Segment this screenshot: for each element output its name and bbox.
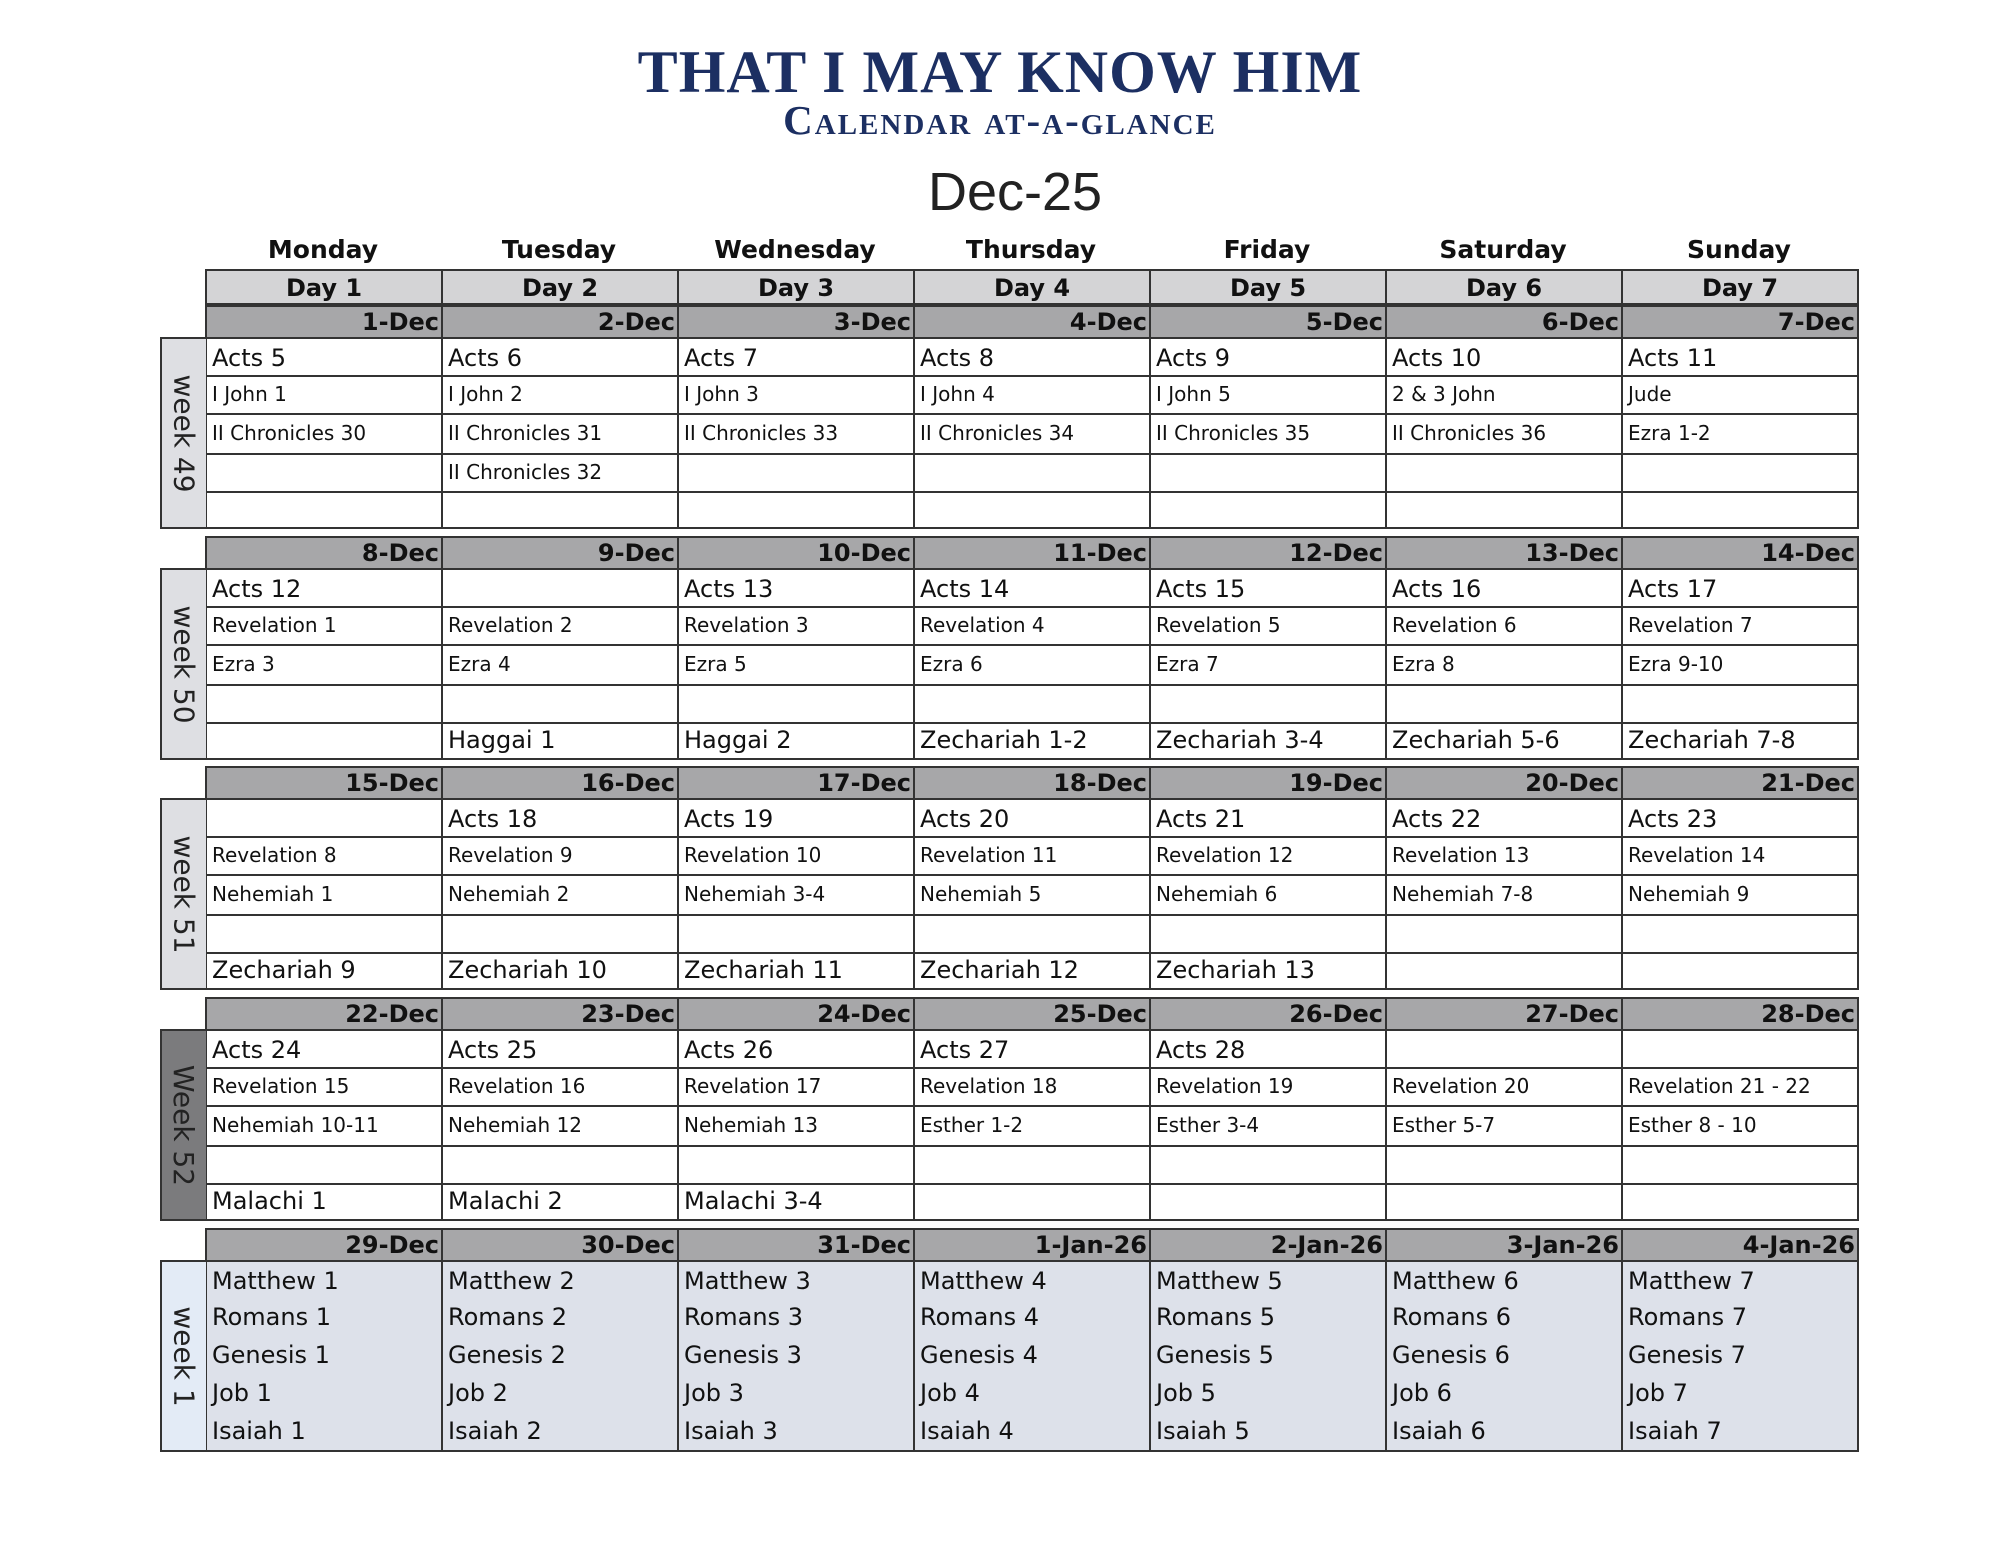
day-name-friday: Friday (1223, 235, 1311, 264)
reading-cell (441, 568, 679, 608)
reading-cell: Matthew 7 (1621, 1260, 1859, 1300)
reading-cell: Job 3 (677, 1374, 915, 1414)
reading-cell (677, 1145, 915, 1185)
week-label-text: week 51 (167, 834, 201, 954)
week-label (160, 1029, 206, 1221)
reading-cell: Zechariah 5-6 (1385, 722, 1623, 760)
reading-cell: Revelation 8 (205, 836, 443, 876)
reading-cell: Acts 19 (677, 798, 915, 838)
date-cell: 13-Dec (1385, 536, 1623, 568)
date-cell: 9-Dec (441, 536, 679, 568)
reading-cell: Matthew 5 (1149, 1260, 1387, 1300)
date-cell: 10-Dec (677, 536, 915, 568)
reading-cell: Revelation 12 (1149, 836, 1387, 876)
date-cell: 17-Dec (677, 766, 915, 798)
reading-cell (441, 684, 679, 724)
reading-cell: Revelation 1 (205, 606, 443, 646)
reading-cell: Romans 1 (205, 1298, 443, 1338)
reading-cell: Acts 21 (1149, 798, 1387, 838)
reading-cell (1385, 453, 1623, 493)
day-number-header: Day 3 (677, 269, 915, 305)
reading-cell: Genesis 3 (677, 1336, 915, 1376)
page-title: THAT I MAY KNOW HIM (637, 39, 1363, 105)
reading-cell: Revelation 16 (441, 1067, 679, 1107)
day-name-thursday: Thursday (965, 235, 1097, 264)
reading-cell (1149, 453, 1387, 493)
reading-cell: Acts 23 (1621, 798, 1859, 838)
reading-cell: Revelation 3 (677, 606, 915, 646)
reading-cell: Genesis 4 (913, 1336, 1151, 1376)
reading-cell (205, 722, 443, 760)
date-cell: 2-Jan-26 (1149, 1228, 1387, 1260)
reading-cell: Romans 2 (441, 1298, 679, 1338)
reading-cell: Zechariah 3-4 (1149, 722, 1387, 760)
reading-cell: Jude (1621, 375, 1859, 415)
reading-cell: Nehemiah 12 (441, 1105, 679, 1147)
reading-cell: Zechariah 7-8 (1621, 722, 1859, 760)
reading-cell (677, 453, 915, 493)
date-cell: 14-Dec (1621, 536, 1859, 568)
date-cell: 24-Dec (677, 997, 915, 1029)
reading-cell: Esther 5-7 (1385, 1105, 1623, 1147)
date-cell: 6-Dec (1385, 305, 1623, 337)
reading-cell: Revelation 14 (1621, 836, 1859, 876)
reading-cell (1385, 1029, 1623, 1069)
reading-cell: Matthew 6 (1385, 1260, 1623, 1300)
reading-cell: Acts 27 (913, 1029, 1151, 1069)
date-cell: 5-Dec (1149, 305, 1387, 337)
reading-cell: I John 2 (441, 375, 679, 415)
reading-cell: Ezra 8 (1385, 644, 1623, 686)
reading-cell (1621, 491, 1859, 529)
reading-cell: Acts 13 (677, 568, 915, 608)
reading-cell: Malachi 1 (205, 1183, 443, 1221)
reading-cell: Zechariah 9 (205, 952, 443, 990)
reading-cell: Romans 4 (913, 1298, 1151, 1338)
reading-cell: Isaiah 3 (677, 1412, 915, 1452)
day-number-header: Day 4 (913, 269, 1151, 305)
date-cell: 23-Dec (441, 997, 679, 1029)
reading-cell: Ezra 9-10 (1621, 644, 1859, 686)
week-label (160, 798, 206, 990)
reading-cell (1149, 914, 1387, 954)
reading-cell (441, 1145, 679, 1185)
date-cell: 11-Dec (913, 536, 1151, 568)
reading-cell: Isaiah 7 (1621, 1412, 1859, 1452)
month-heading: Dec-25 (927, 162, 1103, 222)
reading-cell: Acts 12 (205, 568, 443, 608)
week-label (160, 337, 206, 529)
reading-cell: Ezra 1-2 (1621, 413, 1859, 455)
date-cell: 29-Dec (205, 1228, 443, 1260)
reading-cell: Revelation 4 (913, 606, 1151, 646)
reading-cell: Acts 6 (441, 337, 679, 377)
reading-cell: Nehemiah 9 (1621, 874, 1859, 916)
reading-cell: Acts 16 (1385, 568, 1623, 608)
date-cell: 21-Dec (1621, 766, 1859, 798)
reading-cell: Romans 7 (1621, 1298, 1859, 1338)
reading-cell: Zechariah 12 (913, 952, 1151, 990)
reading-cell: Acts 18 (441, 798, 679, 838)
reading-cell: Matthew 1 (205, 1260, 443, 1300)
date-cell: 12-Dec (1149, 536, 1387, 568)
reading-cell: Isaiah 1 (205, 1412, 443, 1452)
date-cell: 25-Dec (913, 997, 1151, 1029)
reading-cell: Isaiah 5 (1149, 1412, 1387, 1452)
date-cell: 8-Dec (205, 536, 443, 568)
day-number-header: Day 6 (1385, 269, 1623, 305)
reading-cell: Job 2 (441, 1374, 679, 1414)
reading-cell: Genesis 7 (1621, 1336, 1859, 1376)
reading-cell: Job 1 (205, 1374, 443, 1414)
reading-cell: Matthew 2 (441, 1260, 679, 1300)
reading-cell (1385, 491, 1623, 529)
reading-cell: Nehemiah 10-11 (205, 1105, 443, 1147)
reading-cell: Genesis 6 (1385, 1336, 1623, 1376)
reading-cell: Acts 26 (677, 1029, 915, 1069)
reading-cell: Isaiah 2 (441, 1412, 679, 1452)
reading-cell: Zechariah 11 (677, 952, 915, 990)
reading-cell: 2 & 3 John (1385, 375, 1623, 415)
date-cell: 4-Dec (913, 305, 1151, 337)
page-subtitle: Calendar at-a-glance (783, 97, 1217, 143)
day-name-tuesday: Tuesday (501, 235, 617, 264)
reading-cell: II Chronicles 30 (205, 413, 443, 455)
reading-cell: Ezra 6 (913, 644, 1151, 686)
reading-cell (1621, 1029, 1859, 1069)
date-cell: 1-Dec (205, 305, 443, 337)
reading-cell: Zechariah 1-2 (913, 722, 1151, 760)
reading-cell: Acts 10 (1385, 337, 1623, 377)
reading-cell: Esther 1-2 (913, 1105, 1151, 1147)
reading-cell: Ezra 4 (441, 644, 679, 686)
reading-cell: II Chronicles 34 (913, 413, 1151, 455)
date-cell: 26-Dec (1149, 997, 1387, 1029)
reading-cell: II Chronicles 31 (441, 413, 679, 455)
date-cell: 30-Dec (441, 1228, 679, 1260)
reading-cell (913, 1145, 1151, 1185)
reading-cell: Revelation 10 (677, 836, 915, 876)
reading-cell: Job 4 (913, 1374, 1151, 1414)
date-cell: 1-Jan-26 (913, 1228, 1151, 1260)
reading-cell: Esther 8 - 10 (1621, 1105, 1859, 1147)
reading-cell (1621, 453, 1859, 493)
reading-cell: Acts 20 (913, 798, 1151, 838)
reading-cell (677, 914, 915, 954)
reading-cell: Job 6 (1385, 1374, 1623, 1414)
reading-cell: Revelation 7 (1621, 606, 1859, 646)
date-cell: 22-Dec (205, 997, 443, 1029)
reading-cell: Matthew 4 (913, 1260, 1151, 1300)
reading-cell: Ezra 3 (205, 644, 443, 686)
week-label-text: week 49 (167, 373, 201, 493)
reading-cell: Nehemiah 7-8 (1385, 874, 1623, 916)
reading-cell: Genesis 2 (441, 1336, 679, 1376)
reading-cell (205, 798, 443, 838)
reading-cell (1149, 1145, 1387, 1185)
day-number-header: Day 5 (1149, 269, 1387, 305)
reading-cell: Job 7 (1621, 1374, 1859, 1414)
reading-cell: Isaiah 6 (1385, 1412, 1623, 1452)
reading-cell (205, 684, 443, 724)
reading-cell (1385, 914, 1623, 954)
reading-cell (1149, 1183, 1387, 1221)
date-cell: 19-Dec (1149, 766, 1387, 798)
reading-cell: Malachi 3-4 (677, 1183, 915, 1221)
reading-cell: Malachi 2 (441, 1183, 679, 1221)
reading-cell (441, 914, 679, 954)
reading-cell: Revelation 5 (1149, 606, 1387, 646)
week-label-text: Week 52 (167, 1064, 201, 1186)
reading-cell: I John 5 (1149, 375, 1387, 415)
reading-cell: Revelation 13 (1385, 836, 1623, 876)
reading-cell: II Chronicles 35 (1149, 413, 1387, 455)
reading-cell: Zechariah 10 (441, 952, 679, 990)
reading-cell: Revelation 18 (913, 1067, 1151, 1107)
reading-cell (441, 491, 679, 529)
reading-cell: Zechariah 13 (1149, 952, 1387, 990)
reading-cell: Revelation 6 (1385, 606, 1623, 646)
day-number-header: Day 1 (205, 269, 443, 305)
reading-cell: Ezra 7 (1149, 644, 1387, 686)
reading-cell: Romans 3 (677, 1298, 915, 1338)
reading-cell (1621, 914, 1859, 954)
reading-cell: Nehemiah 1 (205, 874, 443, 916)
reading-cell: Acts 14 (913, 568, 1151, 608)
reading-cell: II Chronicles 33 (677, 413, 915, 455)
date-cell: 3-Dec (677, 305, 915, 337)
date-cell: 27-Dec (1385, 997, 1623, 1029)
day-number-header: Day 2 (441, 269, 679, 305)
reading-cell (1385, 1183, 1623, 1221)
reading-cell: Acts 9 (1149, 337, 1387, 377)
reading-cell (1621, 1183, 1859, 1221)
reading-cell: Esther 3-4 (1149, 1105, 1387, 1147)
reading-cell: Revelation 15 (205, 1067, 443, 1107)
reading-cell: Nehemiah 2 (441, 874, 679, 916)
reading-cell: Acts 28 (1149, 1029, 1387, 1069)
reading-cell: Ezra 5 (677, 644, 915, 686)
reading-cell: Acts 22 (1385, 798, 1623, 838)
reading-cell: Revelation 19 (1149, 1067, 1387, 1107)
week-label (160, 568, 206, 760)
reading-cell: II Chronicles 36 (1385, 413, 1623, 455)
reading-cell: Acts 17 (1621, 568, 1859, 608)
reading-cell (1385, 1145, 1623, 1185)
reading-cell: Haggai 2 (677, 722, 915, 760)
reading-cell (913, 453, 1151, 493)
reading-cell: Acts 25 (441, 1029, 679, 1069)
reading-cell: Revelation 17 (677, 1067, 915, 1107)
reading-cell: Nehemiah 13 (677, 1105, 915, 1147)
reading-cell (205, 491, 443, 529)
reading-cell (1385, 952, 1623, 990)
date-cell: 7-Dec (1621, 305, 1859, 337)
reading-cell: Revelation 11 (913, 836, 1151, 876)
reading-cell: Revelation 20 (1385, 1067, 1623, 1107)
reading-cell: Romans 6 (1385, 1298, 1623, 1338)
reading-cell: I John 1 (205, 375, 443, 415)
reading-cell: Romans 5 (1149, 1298, 1387, 1338)
reading-cell: Genesis 5 (1149, 1336, 1387, 1376)
date-cell: 18-Dec (913, 766, 1151, 798)
date-cell: 4-Jan-26 (1621, 1228, 1859, 1260)
reading-cell: Revelation 2 (441, 606, 679, 646)
week-label-text: week 1 (167, 1305, 201, 1407)
reading-cell: Acts 11 (1621, 337, 1859, 377)
reading-cell: Nehemiah 6 (1149, 874, 1387, 916)
reading-cell (913, 1183, 1151, 1221)
reading-cell (205, 1145, 443, 1185)
reading-cell: I John 4 (913, 375, 1151, 415)
reading-cell (913, 491, 1151, 529)
reading-cell (205, 453, 443, 493)
date-cell: 2-Dec (441, 305, 679, 337)
reading-cell: Acts 8 (913, 337, 1151, 377)
day-number-header: Day 7 (1621, 269, 1859, 305)
date-cell: 15-Dec (205, 766, 443, 798)
reading-cell: Job 5 (1149, 1374, 1387, 1414)
reading-cell (1149, 491, 1387, 529)
reading-cell: I John 3 (677, 375, 915, 415)
reading-cell: Genesis 1 (205, 1336, 443, 1376)
reading-cell: II Chronicles 32 (441, 453, 679, 493)
reading-cell (1621, 952, 1859, 990)
reading-cell (677, 491, 915, 529)
reading-cell: Acts 24 (205, 1029, 443, 1069)
date-cell: 3-Jan-26 (1385, 1228, 1623, 1260)
reading-cell (1385, 684, 1623, 724)
week-label (160, 1260, 206, 1452)
date-cell: 20-Dec (1385, 766, 1623, 798)
reading-cell: Nehemiah 5 (913, 874, 1151, 916)
reading-cell (677, 684, 915, 724)
reading-cell: Acts 5 (205, 337, 443, 377)
reading-cell: Matthew 3 (677, 1260, 915, 1300)
reading-cell (205, 914, 443, 954)
reading-cell: Nehemiah 3-4 (677, 874, 915, 916)
date-cell: 28-Dec (1621, 997, 1859, 1029)
reading-cell: Acts 15 (1149, 568, 1387, 608)
day-name-sunday: Sunday (1687, 235, 1791, 264)
reading-cell (1149, 684, 1387, 724)
reading-cell: Acts 7 (677, 337, 915, 377)
reading-cell: Revelation 9 (441, 836, 679, 876)
week-label-text: week 50 (167, 604, 201, 724)
reading-cell (913, 914, 1151, 954)
reading-cell: Isaiah 4 (913, 1412, 1151, 1452)
day-name-wednesday: Wednesday (714, 235, 876, 264)
reading-cell (913, 684, 1151, 724)
reading-cell (1621, 684, 1859, 724)
day-name-saturday: Saturday (1439, 235, 1567, 264)
day-name-monday: Monday (267, 235, 379, 264)
reading-cell (1621, 1145, 1859, 1185)
date-cell: 31-Dec (677, 1228, 915, 1260)
reading-cell: Revelation 21 - 22 (1621, 1067, 1859, 1107)
date-cell: 16-Dec (441, 766, 679, 798)
reading-cell: Haggai 1 (441, 722, 679, 760)
